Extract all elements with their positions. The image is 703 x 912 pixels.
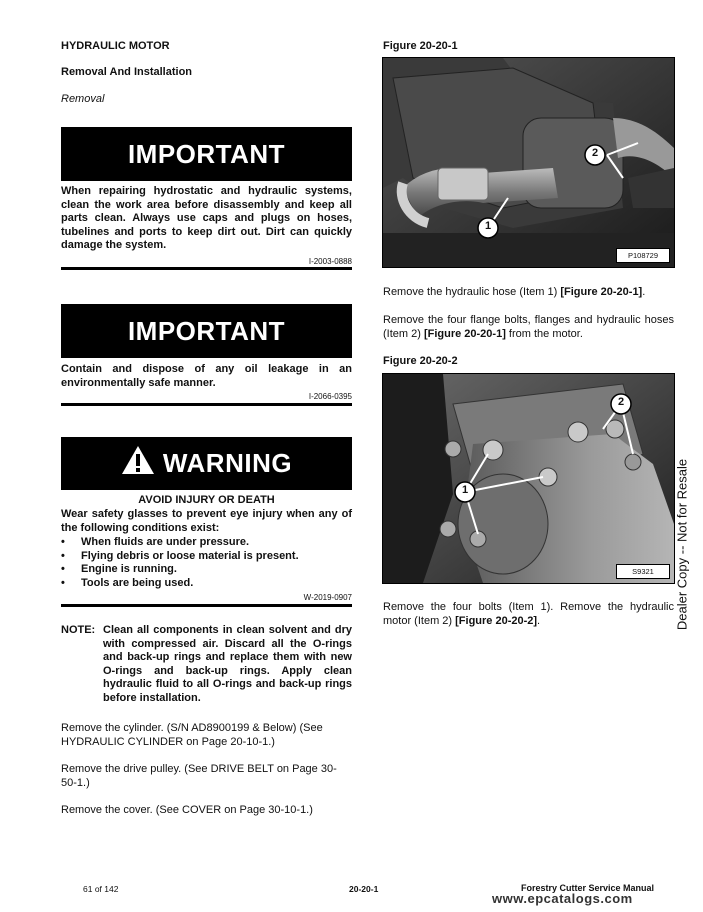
divider-rule <box>61 267 352 270</box>
paragraph-remove-hose: Remove the hydraulic hose (Item 1) [Figure 20-20-1]. <box>383 286 646 298</box>
subsection-title: Removal And Installation <box>61 66 193 78</box>
list-item: • Tools are being used. <box>61 577 352 591</box>
important-banner-2: IMPORTANT <box>61 304 352 358</box>
warning-banner <box>61 437 352 490</box>
important-banner-1: IMPORTANT <box>61 127 352 181</box>
site-watermark: www.epcatalogs.com <box>492 891 633 906</box>
figure-2-caption: Figure 20-20-2 <box>383 355 458 367</box>
callout-2-label: 2 <box>617 396 625 408</box>
note-label: NOTE: <box>61 624 96 636</box>
figure-reference: [Figure 20-20-1] <box>423 328 506 340</box>
manual-title: Forestry Cutter Service Manual <box>521 883 655 893</box>
warning-triangle-icon <box>121 445 155 482</box>
page-number: 20-20-1 <box>349 884 379 894</box>
figure-2-id: S9321 <box>616 564 670 579</box>
divider-rule <box>61 403 352 406</box>
removal-subhead: Removal <box>61 93 105 105</box>
warning-intro: Wear safety glasses to prevent eye injury when any of the following conditions exist: <box>61 508 352 534</box>
figure-2-photo <box>382 373 675 584</box>
list-item: • Flying debris or loose material is present. <box>61 550 352 564</box>
callout-2-label: 2 <box>591 147 599 159</box>
figure-1-caption: Figure 20-20-1 <box>383 40 458 52</box>
dealer-copy-watermark: Dealer Copy -- Not for Resale <box>674 458 690 631</box>
list-item: • Engine is running. <box>61 563 352 577</box>
divider-rule <box>61 604 352 607</box>
paragraph-remove-bolts: Remove the four bolts (Item 1). Remove the hydraulic motor (Item 2) [Figure 20-20-2]. <box>383 601 674 627</box>
figure-1-photo <box>382 57 675 268</box>
paragraph-remove-flange-bolts: Remove the four flange bolts, flanges and hydraulic hoses (Item 2) [Figure 20-20-1] from the motor. <box>383 314 674 340</box>
list-item: • When fluids are under pressure. <box>61 536 352 550</box>
callout-overlay <box>383 58 674 267</box>
important-code-2: I-2066-0395 <box>308 392 352 401</box>
paragraph-remove-pulley: Remove the drive pulley. (See DRIVE BELT on Page 30-50-1.) <box>61 763 337 789</box>
warning-bullet-list <box>61 536 352 590</box>
paragraph-remove-cylinder: Remove the cylinder. (S/N AD8900199 & Below) (See HYDRAULIC CYLINDER on Page 20-10-1.) <box>61 722 323 748</box>
callout-1-label: 1 <box>461 484 469 496</box>
section-title: HYDRAULIC MOTOR <box>61 40 170 52</box>
note-text: Clean all components in clean solvent and dry with compressed air. Discard all the O-rings and back-up rings and replace them with new O-rings and back-up rings. Apply clean hydraulic fluid to all O-rings and back-up rings before installation. <box>103 624 352 704</box>
important-text-2: Contain and dispose of any oil leakage in an environmentally safe manner. <box>61 363 352 389</box>
figure-reference: [Figure 20-20-1] <box>560 286 643 298</box>
warning-label: WARNING <box>162 448 293 478</box>
figure-reference: [Figure 20-20-2] <box>455 615 538 627</box>
important-code-1: I-2003-0888 <box>308 257 352 266</box>
important-text-1: When repairing hydrostatic and hydraulic systems, clean the work area before disassembly and keep all parts clean. Always use caps and plugs on hoses, tubelines and ports to keep dirt out. Dirt can quickly damage the system. <box>61 185 352 251</box>
warning-code: W-2019-0907 <box>303 593 352 602</box>
paragraph-remove-cover: Remove the cover. (See COVER on Page 30-10-1.) <box>61 804 313 816</box>
callout-1-label: 1 <box>484 220 492 232</box>
warning-heading: AVOID INJURY OR DEATH <box>138 494 275 506</box>
figure-1-id: P108729 <box>616 248 670 263</box>
page-count: 61 of 142 <box>83 884 119 894</box>
